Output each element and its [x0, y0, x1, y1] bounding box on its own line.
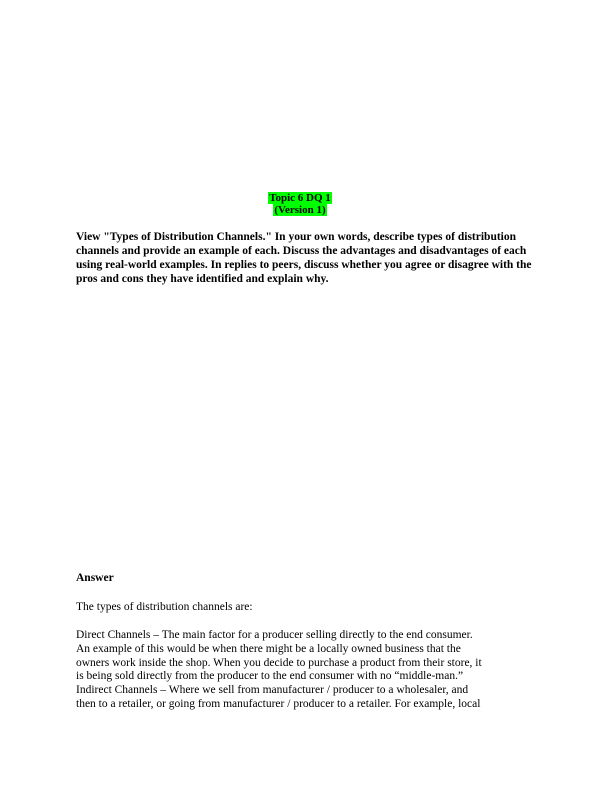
answer-intro: The types of distribution channels are:: [76, 601, 253, 613]
answer-line: Indirect Channels – Where we sell from manufacturer / producer to a wholesaler, and: [76, 684, 469, 697]
answer-line: owners work inside the shop. When you decide to purchase a product from their store, it: [76, 656, 482, 669]
document-title: [0, 192, 600, 216]
answer-line: then to a retailer, or going from manufacturer / producer to a retailer. For example, local: [76, 697, 481, 710]
answer-line: An example of this would be when there might be a locally owned business that the: [76, 642, 461, 655]
answer-heading: Answer: [76, 572, 114, 584]
answer-body: [76, 629, 506, 712]
title-line-2: (Version 1): [274, 204, 326, 216]
discussion-prompt: View "Types of Distribution Channels." In your own words, describe types of distribution channels and provide an example of each. Discuss the advantages and disadvantages of each using real-world examples. In replies to peers, discuss whether you agree or disagree with the pros and cons they have identified and explain why.: [76, 231, 532, 285]
answer-line: is being sold directly from the producer to the end consumer with no “middle-man.”: [76, 670, 464, 683]
answer-line: Direct Channels – The main factor for a producer selling directly to the end consumer.: [76, 629, 473, 641]
title-line-1: Topic 6 DQ 1: [269, 192, 331, 204]
